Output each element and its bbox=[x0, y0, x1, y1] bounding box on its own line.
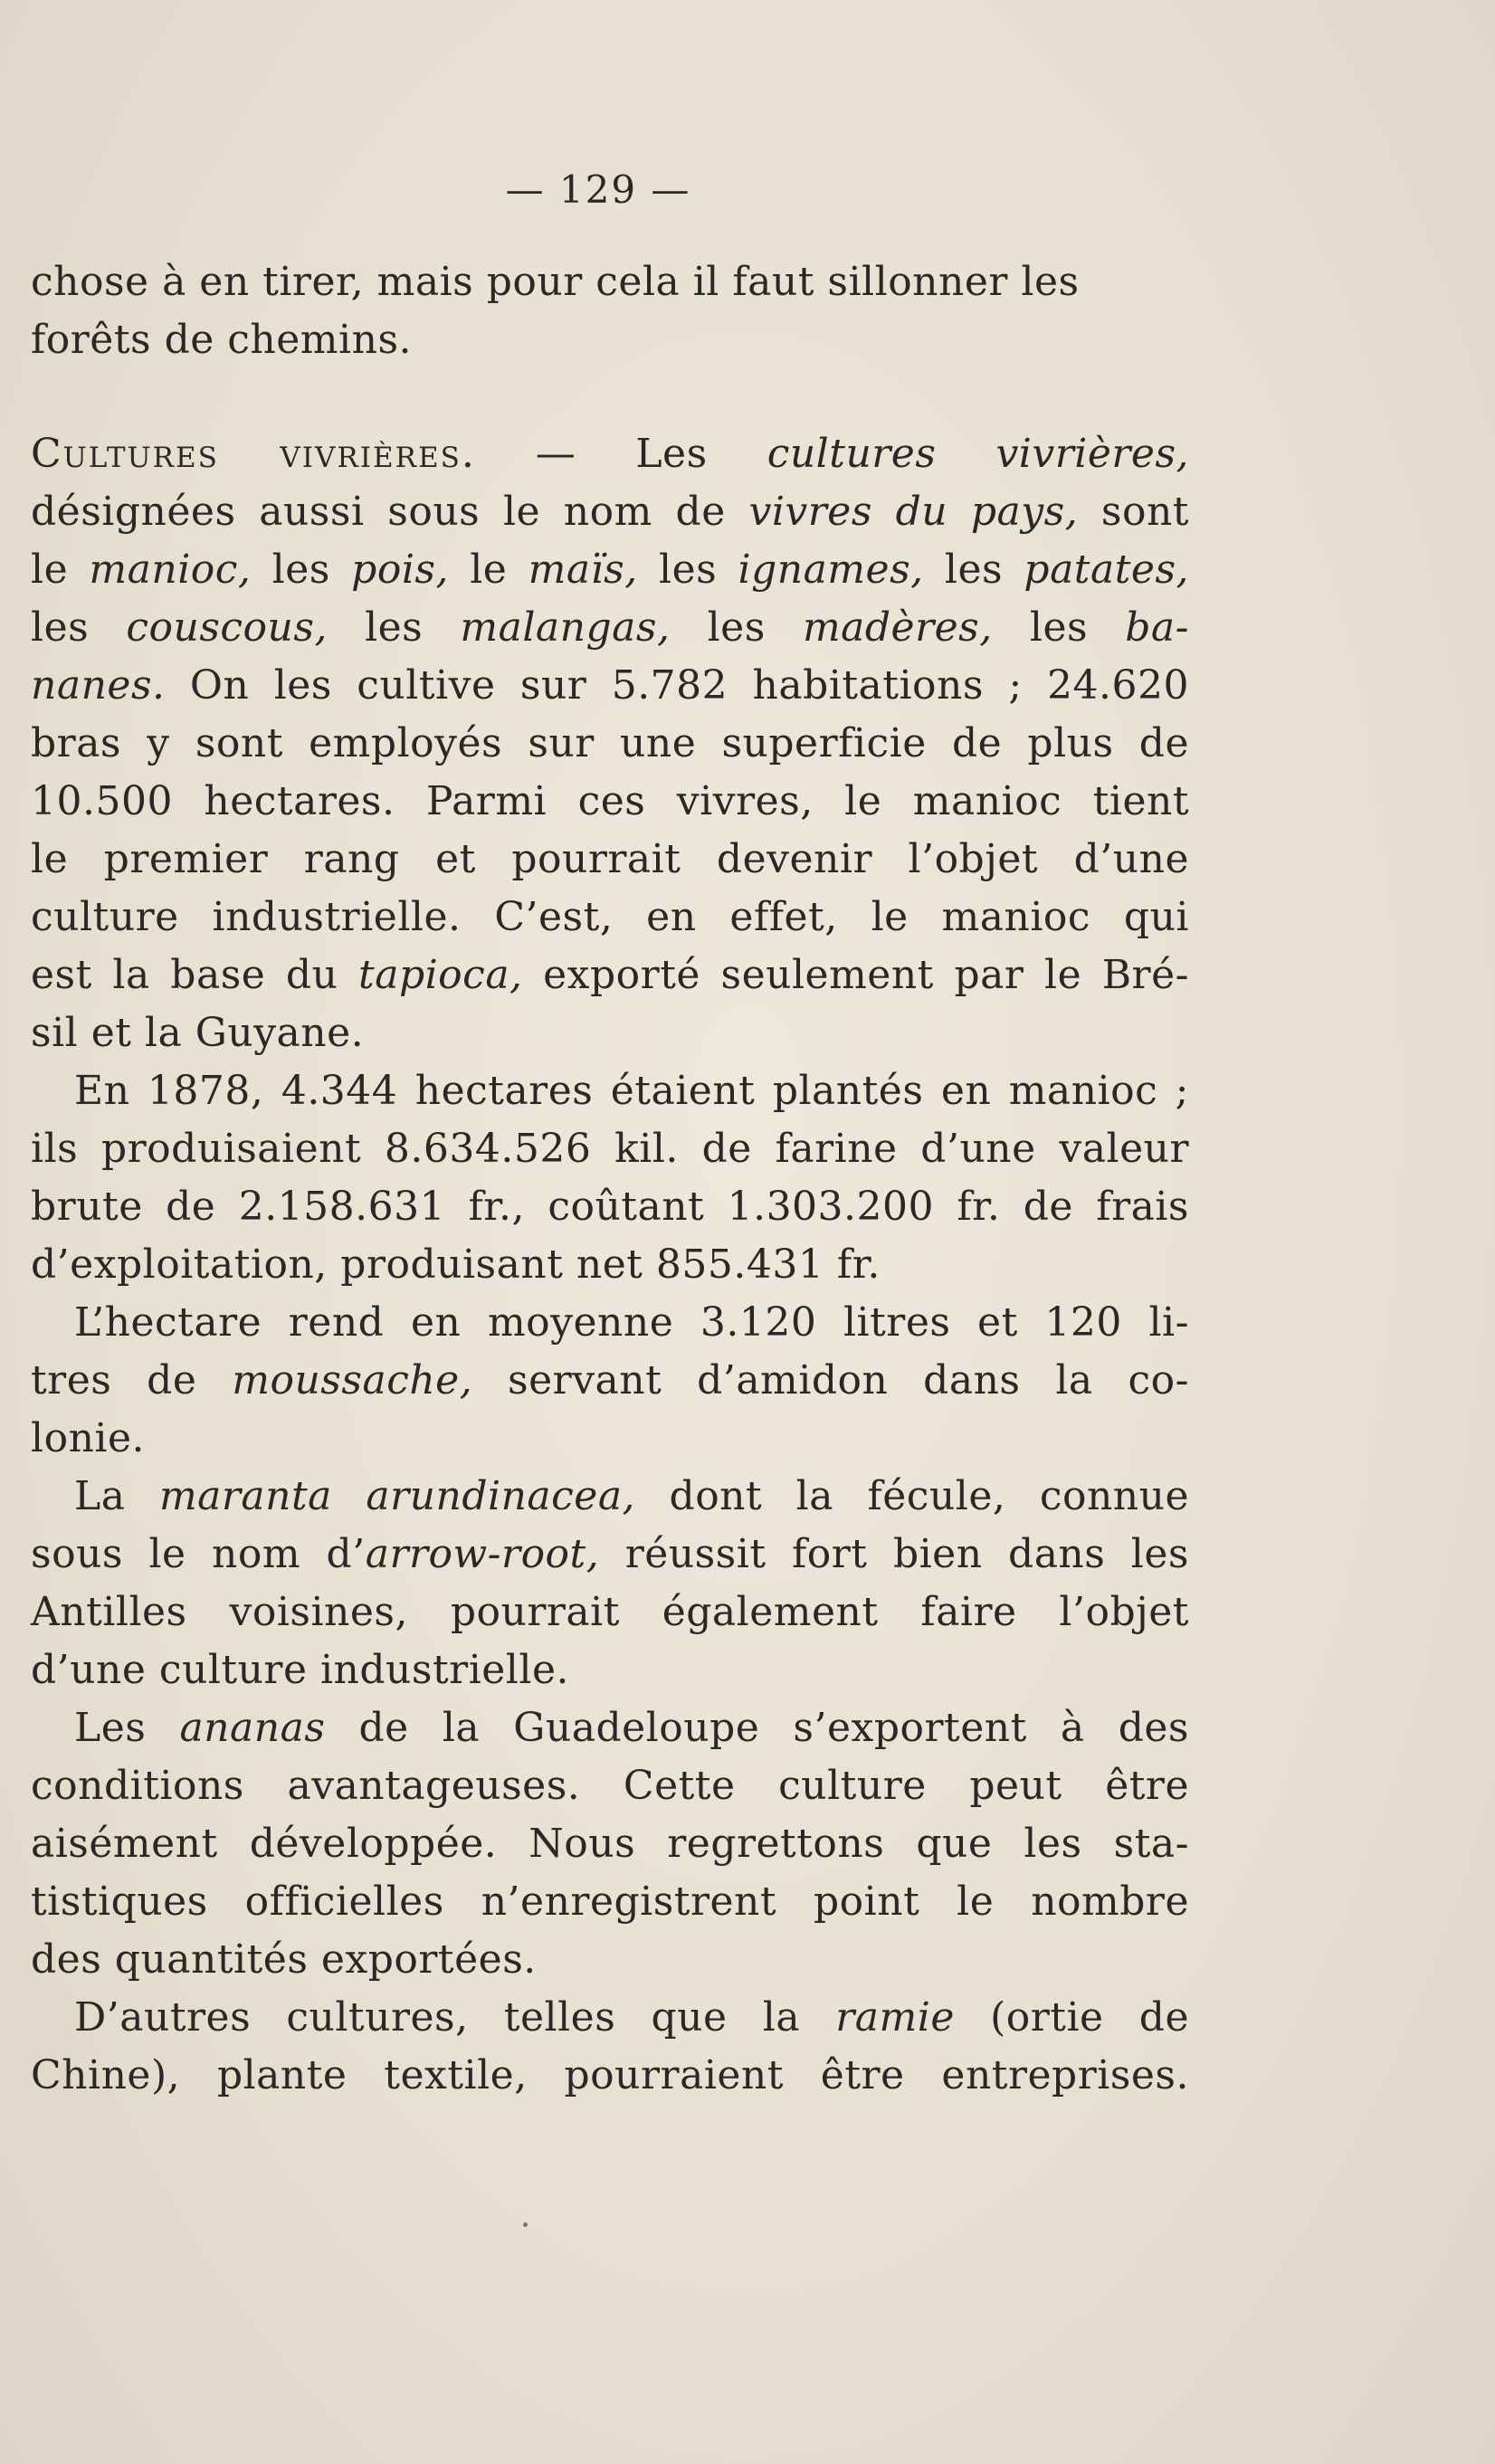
italic-term: madères, bbox=[802, 604, 993, 651]
italic-term: tapioca, bbox=[358, 952, 523, 998]
text-line bbox=[31, 541, 1189, 599]
text-run: On les cultive sur 5.782 habitations ; 24.620 bbox=[165, 662, 1189, 709]
text-run: sil et la Guyane. bbox=[31, 1010, 365, 1056]
italic-term: ba- bbox=[1125, 604, 1189, 651]
text-line bbox=[74, 1989, 1189, 2047]
text-run: exporté seulement par le Bré- bbox=[522, 952, 1189, 998]
text-line bbox=[74, 1468, 1189, 1526]
text-run: D’autres cultures, telles que la bbox=[74, 1994, 836, 2041]
text-run: les bbox=[31, 604, 127, 651]
text-line bbox=[31, 1178, 1189, 1236]
text-line bbox=[31, 773, 1189, 831]
text-line bbox=[31, 483, 1189, 541]
text-run: le bbox=[31, 547, 90, 593]
italic-term: malangas, bbox=[460, 604, 671, 651]
text-run: de la Guadeloupe s’exportent à des bbox=[325, 1705, 1189, 1751]
italic-term: pois, bbox=[351, 547, 449, 593]
text-run: chose à en tirer, mais pour cela il faut sillonner les bbox=[31, 259, 1080, 305]
italic-term: moussache, bbox=[232, 1357, 473, 1403]
italic-term: manioc, bbox=[89, 547, 252, 593]
text-line bbox=[31, 1584, 1189, 1641]
text-line bbox=[31, 1931, 537, 1989]
text-run: les bbox=[670, 604, 803, 651]
text-run: — Les bbox=[475, 431, 767, 477]
text-run: forêts de chemins. bbox=[31, 317, 413, 363]
text-run: les bbox=[251, 547, 352, 593]
text-run: d’exploitation, produisant net 855.431 fr. bbox=[31, 1242, 881, 1288]
italic-term: couscous, bbox=[126, 604, 328, 651]
text-line bbox=[74, 1699, 1189, 1757]
text-line bbox=[31, 1815, 1189, 1873]
text-run: servant d’amidon dans la co- bbox=[472, 1357, 1189, 1403]
text-line bbox=[31, 599, 1189, 657]
text-line bbox=[31, 1641, 569, 1699]
text-run: les bbox=[923, 547, 1024, 593]
text-run: aisément développée. Nous regrettons que les sta- bbox=[31, 1821, 1189, 1867]
text-line bbox=[31, 947, 1189, 1004]
text-run: ils produisaient 8.634.526 kil. de farine d’une valeur bbox=[31, 1126, 1189, 1172]
text-line bbox=[31, 1004, 364, 1062]
text-run: les bbox=[327, 604, 461, 651]
italic-term: vivres du pays, bbox=[748, 489, 1079, 535]
text-line bbox=[31, 831, 1189, 889]
text-run: le premier rang et pourrait devenir l’objet d’une bbox=[31, 836, 1189, 882]
text-line bbox=[31, 425, 1189, 483]
page-number: — 129 — bbox=[505, 167, 691, 212]
italic-term: ignames, bbox=[738, 547, 924, 593]
text-run: sous le nom d’ bbox=[31, 1531, 366, 1577]
text-line bbox=[31, 657, 1189, 715]
text-run: lonie. bbox=[31, 1415, 145, 1461]
text-run: L’hectare rend en moyenne 3.120 litres et 120 li- bbox=[74, 1299, 1189, 1346]
italic-term: ananas bbox=[179, 1705, 326, 1751]
text-run: La bbox=[74, 1473, 159, 1519]
text-line bbox=[31, 715, 1189, 773]
text-line bbox=[31, 2047, 1189, 2105]
italic-term: nanes. bbox=[31, 662, 166, 709]
text-run: culture industrielle. C’est, en effet, le manioc qui bbox=[31, 894, 1189, 940]
text-line bbox=[74, 1294, 1189, 1352]
section-heading: Cultures vivrières. bbox=[31, 431, 476, 477]
text-run: 10.500 hectares. Parmi ces vivres, le manioc tient bbox=[31, 778, 1189, 824]
text-line bbox=[31, 1236, 881, 1294]
text-run: (ortie de bbox=[954, 1994, 1189, 2041]
text-run: tres de bbox=[31, 1357, 233, 1403]
text-run: les bbox=[992, 604, 1126, 651]
text-run: conditions avantageuses. Cette culture peut être bbox=[31, 1763, 1189, 1809]
text-run: bras y sont employés sur une superficie de plus de bbox=[31, 720, 1189, 766]
text-line bbox=[31, 1873, 1189, 1931]
text-run: Les bbox=[74, 1705, 180, 1751]
italic-term: maranta arundinacea, bbox=[158, 1473, 636, 1519]
text-run: Chine), plante textile, pourraient être entreprises. bbox=[31, 2052, 1189, 2098]
text-run: désignées aussi sous le nom de bbox=[31, 489, 749, 535]
text-line bbox=[31, 1120, 1189, 1178]
italic-term: ramie bbox=[835, 1994, 955, 2041]
text-line bbox=[31, 311, 412, 369]
text-run: d’une culture industrielle. bbox=[31, 1647, 569, 1693]
text-run: est la base du bbox=[31, 952, 359, 998]
text-run: les bbox=[637, 547, 738, 593]
italic-term: cultures vivrières, bbox=[767, 431, 1190, 477]
text-run: dont la fécule, connue bbox=[635, 1473, 1190, 1519]
text-run: brute de 2.158.631 fr., coûtant 1.303.200 fr. de frais bbox=[31, 1184, 1189, 1230]
text-run: sont bbox=[1078, 489, 1189, 535]
italic-term: maïs, bbox=[528, 547, 638, 593]
text-line bbox=[31, 1352, 1189, 1410]
italic-term: patates, bbox=[1024, 547, 1190, 593]
text-line bbox=[31, 1526, 1189, 1584]
text-run: Antilles voisines, pourrait également faire l’objet bbox=[31, 1589, 1189, 1635]
text-run: tistiques officielles n’enregistrent point le nombre bbox=[31, 1879, 1189, 1925]
italic-term: arrow-root, bbox=[365, 1531, 600, 1577]
text-line bbox=[31, 889, 1189, 947]
text-run: En 1878, 4.344 hectares étaient plantés en manioc ; bbox=[74, 1068, 1189, 1114]
text-run: des quantités exportées. bbox=[31, 1936, 537, 1983]
paper-speck bbox=[523, 2222, 528, 2227]
text-line bbox=[31, 1410, 145, 1468]
text-run: réussit fort bien dans les bbox=[599, 1531, 1189, 1577]
text-run: le bbox=[448, 547, 528, 593]
text-line bbox=[74, 1062, 1189, 1120]
text-line bbox=[31, 253, 1080, 311]
text-line bbox=[31, 1757, 1189, 1815]
